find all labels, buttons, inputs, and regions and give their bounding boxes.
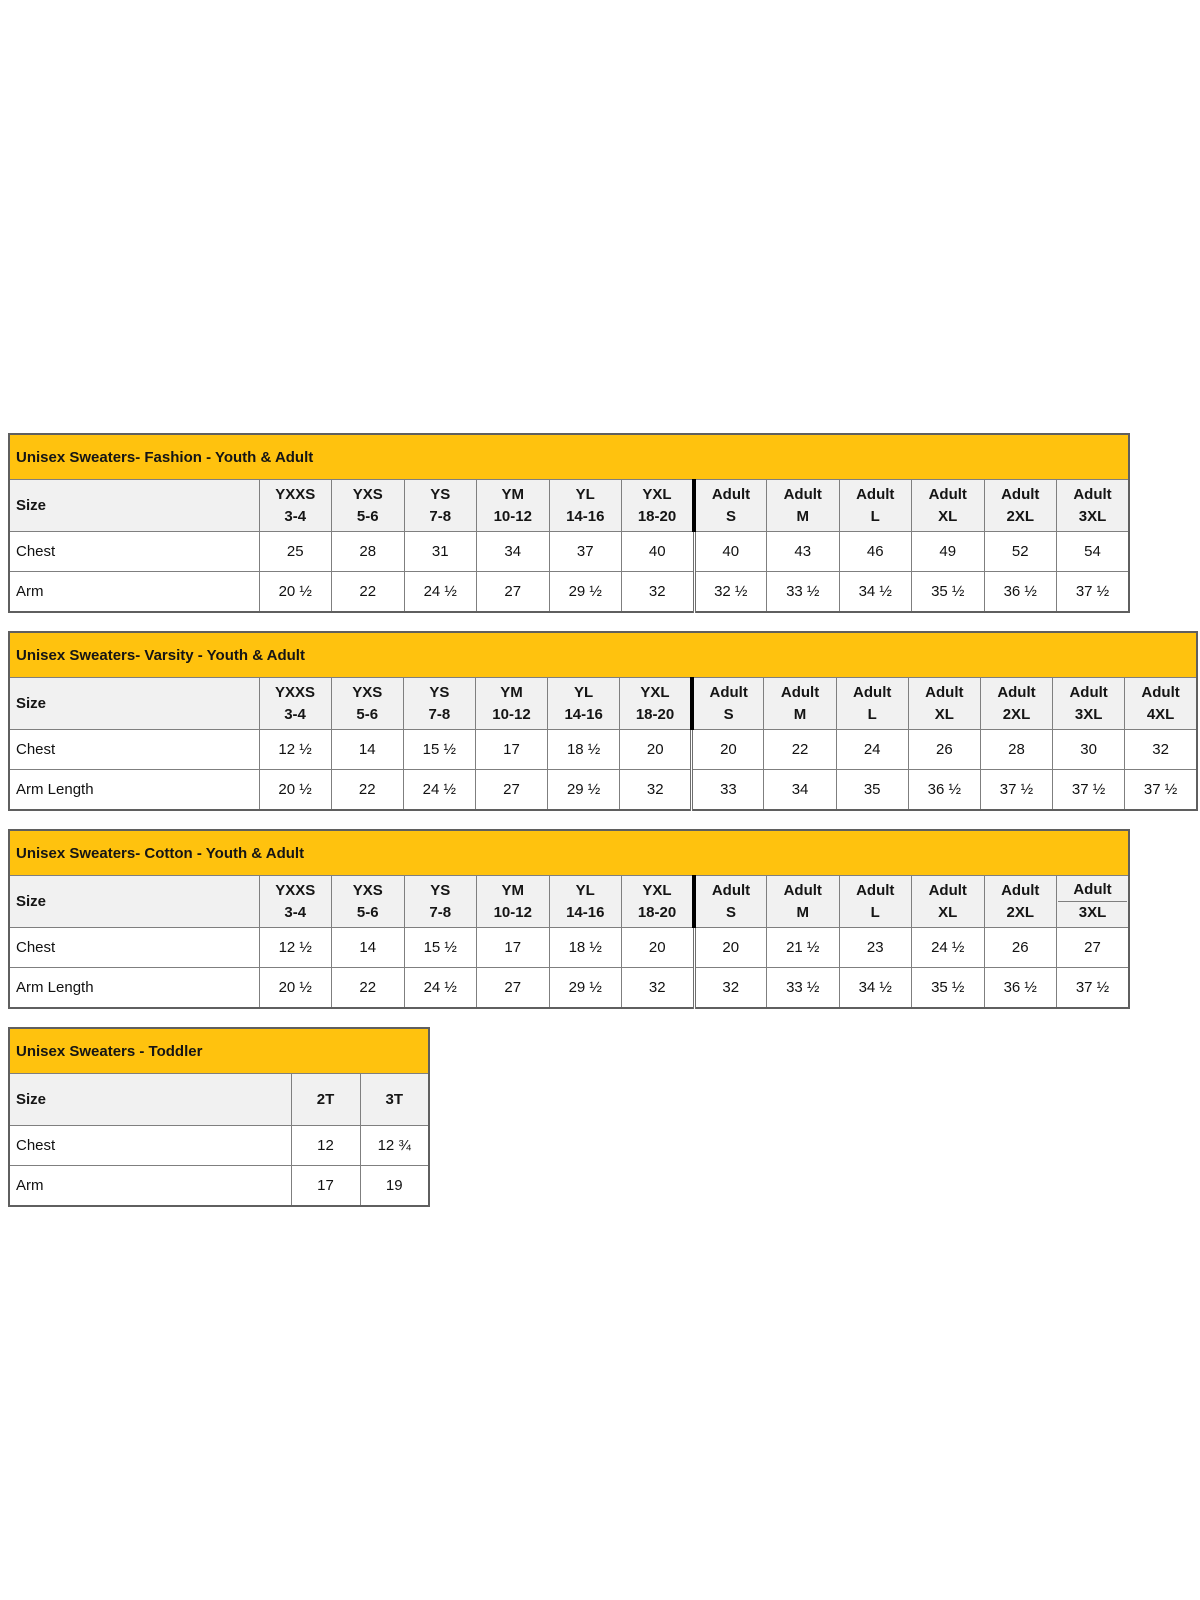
column-header	[259, 480, 332, 532]
column-header-line: Adult	[1058, 879, 1127, 902]
column-header	[620, 678, 692, 730]
table-row	[9, 730, 1197, 770]
size-value-cell: 20 ½	[259, 770, 331, 811]
size-value-cell: 20	[620, 730, 692, 770]
column-header-line: YM	[501, 485, 524, 503]
size-value-cell: 40	[622, 532, 695, 572]
size-value-cell: 33	[692, 770, 764, 811]
column-header-line: 7-8	[429, 507, 452, 525]
column-header	[332, 480, 405, 532]
column-header-line: YS	[429, 683, 450, 701]
column-header	[767, 480, 840, 532]
column-header-line: 4XL	[1146, 705, 1175, 723]
table-row	[9, 1126, 429, 1166]
column-header-line: Adult	[1001, 485, 1040, 503]
column-header	[331, 678, 403, 730]
size-column-header: Size	[9, 480, 259, 532]
row-label: Arm Length	[9, 770, 259, 811]
column-header	[332, 876, 405, 928]
size-value-cell: 29 ½	[548, 770, 620, 811]
size-value-cell: 33 ½	[767, 968, 840, 1009]
table-title: Unisex Sweaters - Toddler	[9, 1028, 429, 1074]
column-header-line: Adult	[925, 683, 964, 701]
column-header	[404, 480, 477, 532]
column-header-line: Adult	[780, 683, 820, 701]
size-value-cell: 33 ½	[767, 572, 840, 613]
row-label: Arm Length	[9, 968, 259, 1009]
column-header	[549, 480, 622, 532]
size-value-cell: 22	[764, 730, 836, 770]
column-header	[1057, 876, 1130, 928]
size-value-cell: 18 ½	[548, 730, 620, 770]
table-row	[9, 770, 1197, 811]
size-table-varsity	[8, 631, 1198, 811]
size-value-cell: 12	[291, 1126, 360, 1166]
column-header	[291, 1074, 360, 1126]
column-header	[764, 678, 836, 730]
size-value-cell: 46	[839, 532, 912, 572]
column-header-line: 5-6	[356, 507, 379, 525]
size-value-cell: 22	[332, 968, 405, 1009]
column-header	[1053, 678, 1125, 730]
column-header-line: Adult	[711, 881, 751, 899]
size-value-cell: 22	[331, 770, 403, 811]
column-header-line: Adult	[709, 683, 748, 701]
size-value-cell: 32 ½	[694, 572, 767, 613]
column-header-line: 7-8	[429, 903, 452, 921]
column-header	[477, 876, 550, 928]
size-value-cell: 27	[475, 770, 547, 811]
size-value-cell: 20	[694, 928, 767, 968]
column-header	[259, 678, 331, 730]
column-header	[839, 876, 912, 928]
size-value-cell: 37 ½	[1053, 770, 1125, 811]
column-header	[259, 876, 332, 928]
column-header-line: 3-4	[284, 705, 306, 723]
column-header-line: YXL	[642, 485, 672, 503]
column-header-line: M	[796, 903, 809, 921]
size-value-cell: 30	[1053, 730, 1125, 770]
column-header	[548, 678, 620, 730]
column-header-line: 3XL	[1078, 904, 1107, 921]
column-header-line: XL	[934, 705, 954, 723]
column-header-line: 3XL	[1074, 705, 1103, 723]
column-header	[912, 876, 985, 928]
column-header	[836, 678, 908, 730]
column-header-line: 5-6	[356, 705, 379, 723]
size-column-header: Size	[9, 876, 259, 928]
size-table-fashion	[8, 433, 1130, 613]
size-value-cell: 26	[984, 928, 1057, 968]
column-header-line: S	[725, 507, 736, 525]
column-header	[622, 876, 695, 928]
size-charts	[8, 433, 1198, 1225]
column-header	[1057, 480, 1130, 532]
column-header	[908, 678, 980, 730]
column-header-line: 14-16	[564, 705, 603, 723]
size-value-cell: 34 ½	[839, 572, 912, 613]
size-value-cell: 34	[764, 770, 836, 811]
table-row	[9, 968, 1129, 1009]
table-title: Unisex Sweaters- Cotton - Youth & Adult	[9, 830, 1129, 876]
size-value-cell: 32	[620, 770, 692, 811]
column-header	[475, 678, 547, 730]
size-value-cell: 24 ½	[403, 770, 475, 811]
size-value-cell: 21 ½	[767, 928, 840, 968]
column-header	[549, 876, 622, 928]
size-column-header: Size	[9, 1074, 291, 1126]
size-value-cell: 25	[259, 532, 332, 572]
size-value-cell: 17	[291, 1166, 360, 1207]
size-value-cell: 37 ½	[1057, 968, 1130, 1009]
size-value-cell: 27	[1057, 928, 1130, 968]
column-header	[1125, 678, 1197, 730]
column-header-line: YXXS	[275, 683, 316, 701]
column-header-line: YXS	[352, 683, 383, 701]
size-value-cell: 37 ½	[1057, 572, 1130, 613]
size-value-cell: 28	[980, 730, 1052, 770]
column-header	[360, 1074, 429, 1126]
size-value-cell: 22	[332, 572, 405, 613]
size-value-cell: 37	[549, 532, 622, 572]
size-value-cell: 19	[360, 1166, 429, 1207]
column-header	[622, 480, 695, 532]
size-value-cell: 12 ¾	[360, 1126, 429, 1166]
size-value-cell: 36 ½	[984, 572, 1057, 613]
size-value-cell: 43	[767, 532, 840, 572]
size-value-cell: 35 ½	[912, 968, 985, 1009]
column-header-line: 2XL	[1006, 903, 1034, 921]
size-value-cell: 32	[694, 968, 767, 1009]
size-value-cell: 23	[839, 928, 912, 968]
size-value-cell: 20	[622, 928, 695, 968]
table-row	[9, 532, 1129, 572]
column-header-line: YM	[500, 683, 523, 701]
column-header	[839, 480, 912, 532]
size-value-cell: 12 ½	[259, 730, 331, 770]
column-header-line: Adult	[856, 485, 895, 503]
column-header-line: S	[725, 903, 736, 921]
column-header-line: YS	[430, 881, 451, 899]
size-value-cell: 49	[912, 532, 985, 572]
size-value-cell: 29 ½	[549, 968, 622, 1009]
column-header-line: Adult	[1001, 881, 1040, 899]
column-header	[984, 480, 1057, 532]
size-value-cell: 14	[331, 730, 403, 770]
row-label: Arm	[9, 1166, 291, 1207]
column-header-line: Adult	[1073, 485, 1112, 503]
column-header-line: YXS	[352, 881, 383, 899]
column-header-line: L	[870, 507, 880, 525]
size-value-cell: 18 ½	[549, 928, 622, 968]
size-value-cell: 24 ½	[404, 572, 477, 613]
size-value-cell: 20	[692, 730, 764, 770]
column-header	[477, 480, 550, 532]
column-header-line: 5-6	[356, 903, 379, 921]
column-header-line: YXL	[640, 683, 670, 701]
column-header-line: Adult	[1141, 683, 1180, 701]
column-header-line: XL	[938, 903, 958, 921]
size-value-cell: 24 ½	[912, 928, 985, 968]
column-header-line: Adult	[783, 881, 822, 899]
column-header-line: Adult	[1069, 683, 1108, 701]
column-header-line: 10-12	[493, 903, 532, 921]
column-header	[980, 678, 1052, 730]
size-value-cell: 36 ½	[984, 968, 1057, 1009]
size-value-cell: 34 ½	[839, 968, 912, 1009]
column-header-line: 2T	[316, 1090, 335, 1108]
size-value-cell: 52	[984, 532, 1057, 572]
size-value-cell: 27	[477, 572, 550, 613]
size-value-cell: 15 ½	[404, 928, 477, 968]
column-header	[403, 678, 475, 730]
size-value-cell: 32	[1125, 730, 1197, 770]
column-header-line: 10-12	[492, 705, 531, 723]
column-header-line: YL	[575, 881, 595, 899]
column-header	[984, 876, 1057, 928]
column-header	[404, 876, 477, 928]
column-header-line: 18-20	[637, 507, 677, 525]
table-row	[9, 928, 1129, 968]
column-header	[912, 480, 985, 532]
column-header	[692, 678, 764, 730]
column-header-line: L	[867, 705, 877, 723]
column-header-line: 3-4	[284, 507, 307, 525]
size-value-cell: 54	[1057, 532, 1130, 572]
size-value-cell: 17	[475, 730, 547, 770]
table-row	[9, 572, 1129, 613]
row-label: Chest	[9, 1126, 291, 1166]
column-header-line: Adult	[928, 485, 967, 503]
table-title: Unisex Sweaters- Fashion - Youth & Adult	[9, 434, 1129, 480]
size-value-cell: 35 ½	[912, 572, 985, 613]
size-value-cell: 14	[332, 928, 405, 968]
column-header-line: YXS	[352, 485, 383, 503]
column-header-line: Adult	[856, 881, 895, 899]
size-value-cell: 24 ½	[404, 968, 477, 1009]
column-header-line: YL	[575, 485, 595, 503]
size-table-toddler	[8, 1027, 430, 1207]
column-header-line: 2XL	[1002, 705, 1031, 723]
column-header-line: 3-4	[284, 903, 307, 921]
column-header-line: Adult	[928, 881, 967, 899]
column-header-line: 7-8	[428, 705, 451, 723]
size-value-cell: 27	[477, 968, 550, 1009]
column-header-line: XL	[938, 507, 958, 525]
size-value-cell: 12 ½	[259, 928, 332, 968]
row-label: Arm	[9, 572, 259, 613]
size-value-cell: 15 ½	[403, 730, 475, 770]
column-header-line: YXL	[642, 881, 672, 899]
size-value-cell: 29 ½	[549, 572, 622, 613]
table-title: Unisex Sweaters- Varsity - Youth & Adult	[9, 632, 1197, 678]
column-header-line: Adult	[853, 683, 892, 701]
size-value-cell: 20 ½	[259, 968, 332, 1009]
column-header-line: 3T	[385, 1090, 403, 1108]
size-value-cell: 32	[622, 572, 695, 613]
column-header-line: YXXS	[275, 485, 316, 503]
column-header-line: YS	[430, 485, 451, 503]
column-header-line: Adult	[783, 485, 822, 503]
size-column-header: Size	[9, 678, 259, 730]
size-value-cell: 36 ½	[908, 770, 980, 811]
column-header-line: M	[793, 705, 807, 723]
table-row	[9, 1166, 429, 1207]
row-label: Chest	[9, 730, 259, 770]
size-table-cotton	[8, 829, 1130, 1009]
column-header-line: YXXS	[275, 881, 316, 899]
size-value-cell: 40	[694, 532, 767, 572]
column-header-line: Adult	[997, 683, 1036, 701]
size-value-cell: 34	[477, 532, 550, 572]
column-header	[767, 876, 840, 928]
column-header-line: 10-12	[493, 507, 532, 525]
size-value-cell: 20 ½	[259, 572, 332, 613]
column-header-line: 3XL	[1078, 507, 1107, 525]
size-value-cell: 31	[404, 532, 477, 572]
column-header-line: Adult	[711, 485, 751, 503]
size-value-cell: 17	[477, 928, 550, 968]
row-label: Chest	[9, 532, 259, 572]
size-value-cell: 32	[622, 968, 695, 1009]
column-header-line: YM	[501, 881, 524, 899]
size-value-cell: 37 ½	[1125, 770, 1197, 811]
size-value-cell: 26	[908, 730, 980, 770]
column-header-line: M	[796, 507, 809, 525]
column-header-line: S	[723, 705, 734, 723]
column-header-line: 2XL	[1006, 507, 1034, 525]
row-label: Chest	[9, 928, 259, 968]
size-value-cell: 37 ½	[980, 770, 1052, 811]
column-header	[694, 480, 767, 532]
column-header-line: 18-20	[635, 705, 675, 723]
column-header-line: YL	[574, 683, 594, 701]
column-header	[694, 876, 767, 928]
column-header-line: 18-20	[637, 903, 677, 921]
size-value-cell: 24	[836, 730, 908, 770]
size-value-cell: 28	[332, 532, 405, 572]
column-header-line: 14-16	[566, 903, 605, 921]
size-value-cell: 35	[836, 770, 908, 811]
column-header-line: L	[870, 903, 880, 921]
column-header-line: 14-16	[566, 507, 605, 525]
